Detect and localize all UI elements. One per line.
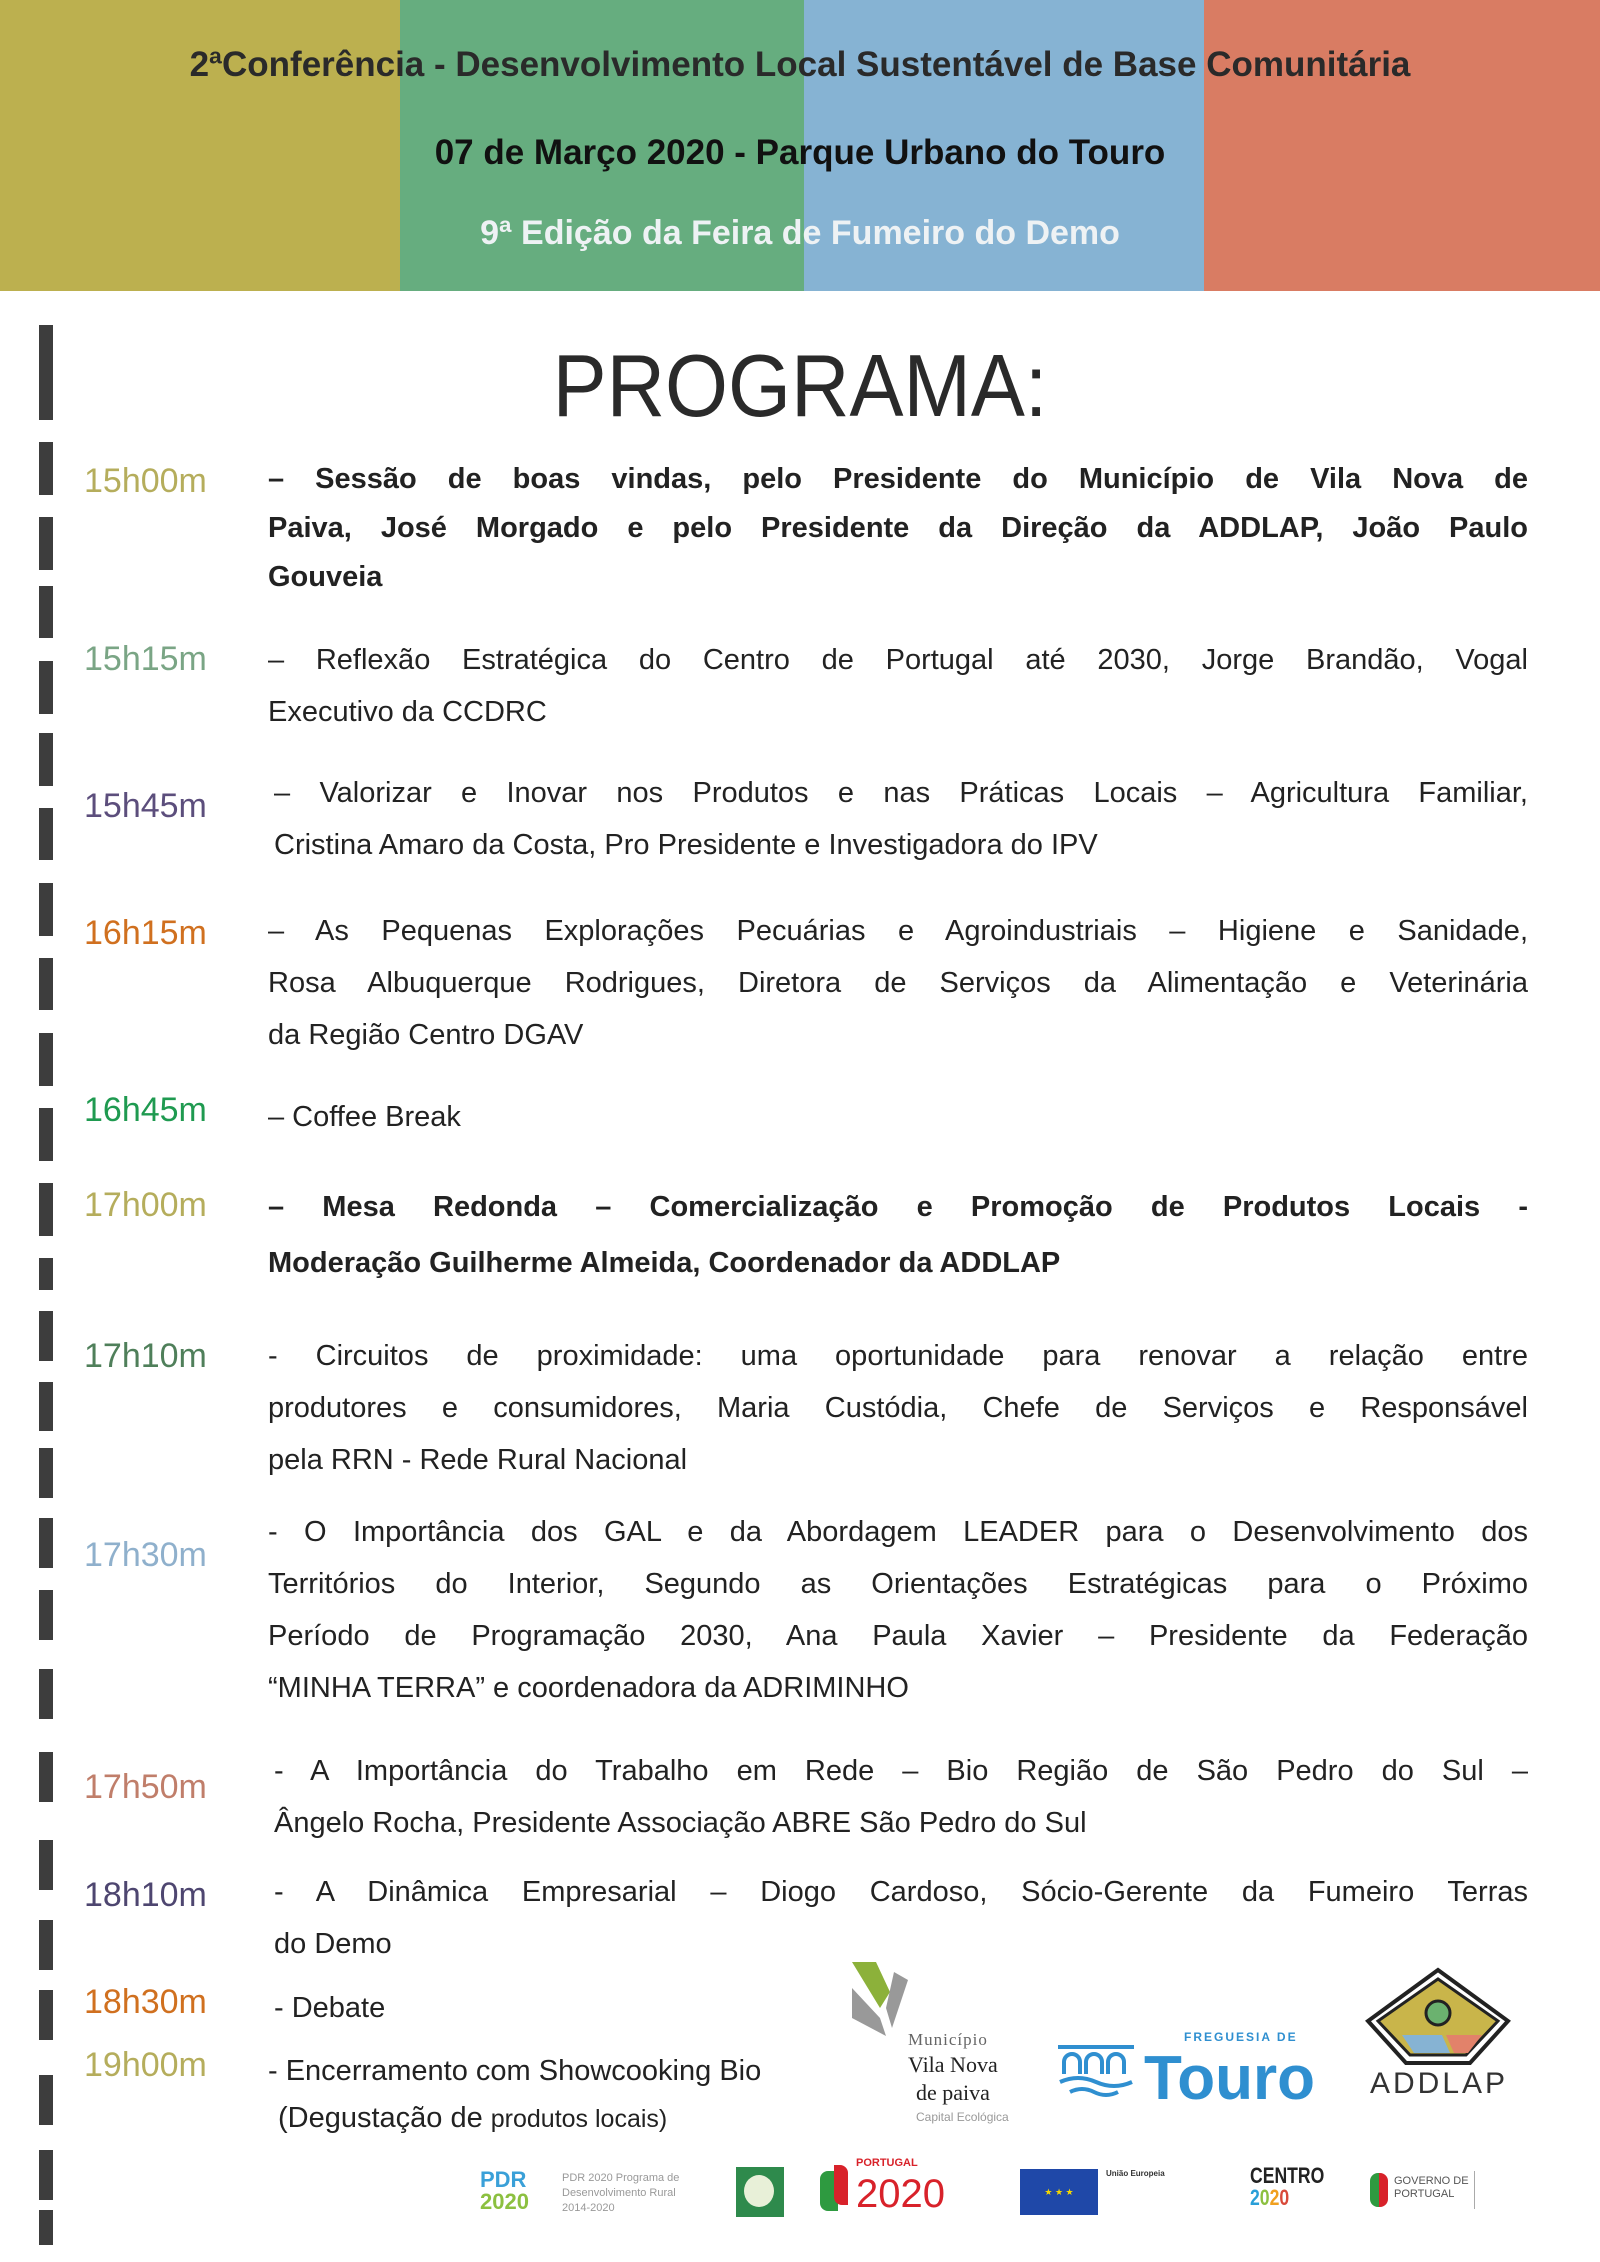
description-line: “MINHA TERRA” e coordenadora da ADRIMINHO (268, 1672, 909, 1704)
time-label: 15h00m (84, 462, 207, 500)
freguesia-de-text: FREGUESIA DE (1184, 2030, 1298, 2044)
margin-dash-bar (39, 1183, 53, 1236)
margin-dash-bar (39, 1258, 53, 1290)
time-label: 19h00m (84, 2046, 207, 2084)
margin-dash-bar (39, 1920, 53, 1970)
program-item-description (268, 455, 1528, 602)
description-line: Rosa Albuquerque Rodrigues, Diretora de Serviços da Alimentação e Veterinária (268, 967, 1528, 999)
addlap-text: ADDLAP (1370, 2067, 1509, 2100)
margin-dash-bar (39, 1033, 53, 1086)
margin-dash-bar (39, 883, 53, 936)
time-label: 15h45m (84, 787, 207, 825)
margin-dash-bar (39, 2210, 53, 2245)
centro2020-logo: CENTRO 2020 (1250, 2163, 1325, 2210)
description-line: produtores e consumidores, Maria Custódia, Chefe de Serviços e Responsável (268, 1392, 1528, 1424)
description-line: do Demo (274, 1928, 392, 1960)
time-label: 17h30m (84, 1536, 207, 1574)
funders-logo-row: PDR 2020 PDR 2020 Programa de Desenvolvimento Rural 2014-2020 PORTUGAL 2020 ★ ★ ★ União Europeia CENTRO 2020 GOVERNO DE PORTUGAL (480, 2165, 1580, 2225)
time-label: 17h00m (84, 1186, 207, 1224)
description-line: – Valorizar e Inovar nos Produtos e nas Práticas Locais – Agricultura Familiar, (274, 777, 1528, 809)
description-line: Moderação Guilherme Almeida, Coordenador da ADDLAP (268, 1247, 1061, 1279)
eu-flag-icon: ★ ★ ★ (1020, 2169, 1098, 2215)
margin-dash-bar (39, 442, 53, 495)
vila-nova-text: Vila Nova (908, 2052, 998, 2077)
local-products-text: produtos locais) (490, 2105, 668, 2133)
program-item-description (268, 634, 1528, 738)
margin-dash-bar (39, 1752, 53, 1802)
municipio-text: Município (908, 2030, 988, 2049)
margin-dash-bar (39, 1990, 53, 2040)
programa-heading: PROGRAMA: (552, 336, 1048, 435)
margin-dash-bar (39, 958, 53, 1010)
margin-dash-bar (39, 808, 53, 860)
description-line: Gouveia (268, 561, 383, 593)
margin-dash-bar (39, 1669, 53, 1719)
program-item-description (268, 1330, 1528, 1486)
description-line: – Coffee Break (268, 1101, 461, 1133)
margin-dash-bar (39, 517, 53, 570)
pdr-text: PDR 2020 Programa de Desenvolvimento Rural 2014-2020 (562, 2172, 680, 2214)
addlap-emblem-icon (1362, 1967, 1514, 2067)
description-line: - A Dinâmica Empresarial – Diogo Cardoso, Sócio-Gerente da Fumeiro Terras (274, 1876, 1528, 1908)
time-label: 18h30m (84, 1983, 207, 2021)
eu-text: União Europeia (1106, 2169, 1165, 2178)
description-line: Ângelo Rocha, Presidente Associação ABRE São Pedro do Sul (274, 1807, 1087, 1839)
freguesia-de-touro-logo (1056, 2030, 1346, 2116)
description-line: Paiva, José Morgado e pelo Presidente da Direção da ADDLAP, João Paulo (268, 512, 1528, 544)
time-label: 17h10m (84, 1337, 207, 1375)
touro-text: Touro (1144, 2044, 1316, 2113)
description-line: Territórios do Interior, Segundo as Orientações Estratégicas para o Próximo (268, 1568, 1528, 1600)
program-item-description (274, 1745, 1528, 1849)
program-item-description (268, 1506, 1528, 1714)
description-line: Executivo da CCDRC (268, 696, 547, 728)
description-line: Cristina Amaro da Costa, Pro Presidente e Investigadora do IPV (274, 829, 1098, 861)
description-line: - Encerramento com Showcooking Bio (268, 2055, 762, 2087)
leaf-icon (850, 1958, 920, 2038)
bridge-icon (1056, 2044, 1136, 2104)
margin-dash-bar (39, 1448, 53, 1498)
time-label: 16h15m (84, 914, 207, 952)
margin-dash-bar (39, 1590, 53, 1640)
program-item-description (274, 767, 1528, 871)
conference-title: 2ªConferência - Desenvolvimento Local Sustentável de Base Comunitária (189, 45, 1411, 84)
description-line: – Mesa Redonda – Comercialização e Promoção de Produtos Locais - (268, 1191, 1528, 1223)
margin-dash-bar (39, 1311, 53, 1361)
de-paiva-text: de paiva (916, 2080, 990, 2105)
margin-dash-bar (39, 325, 53, 420)
capital-ecologica-text: Capital Ecológica (916, 2110, 1009, 2124)
description-line: – As Pequenas Explorações Pecuárias e Agroindustriais – Higiene e Sanidade, (268, 915, 1528, 947)
description-line: da Região Centro DGAV (268, 1019, 584, 1051)
program-item-description (274, 1866, 1528, 1970)
description-line: - O Importância dos GAL e da Abordagem LEADER para o Desenvolvimento dos (268, 1516, 1528, 1548)
time-label: 16h45m (84, 1091, 207, 1129)
description-line: - A Importância do Trabalho em Rede – Bio Região de São Pedro do Sul – (274, 1755, 1528, 1787)
margin-dash-bar (39, 1108, 53, 1161)
time-label: 18h10m (84, 1876, 207, 1914)
description-line: - Circuitos de proximidade: uma oportunidade para renovar a relação entre (268, 1340, 1528, 1372)
time-label: 17h50m (84, 1768, 207, 1806)
margin-dash-bar (39, 1840, 53, 1890)
tasting-text: (Degustação de (278, 2102, 483, 2134)
margin-dash-bar (39, 1382, 53, 1431)
description-line (278, 2097, 828, 2140)
program-item-description (268, 1091, 1528, 1143)
margin-dash-bar (39, 2150, 53, 2200)
margin-dash-bar (39, 2075, 53, 2125)
description-line: Período de Programação 2030, Ana Paula Xavier – Presidente da Federação (268, 1620, 1528, 1652)
description-line: - Debate (274, 1992, 386, 2024)
municipio-vila-nova-de-paiva-logo (850, 1958, 1025, 2133)
margin-dash-bar (39, 1518, 53, 1568)
program-item-description (268, 2045, 828, 2140)
margin-dash-bar (39, 586, 53, 638)
addlap-logo (1362, 1967, 1514, 2112)
description-line: – Reflexão Estratégica do Centro de Portugal até 2030, Jorge Brandão, Vogal (268, 644, 1528, 676)
margin-dash-bar (39, 733, 53, 786)
date-place: 07 de Março 2020 - Parque Urbano do Touro (434, 133, 1166, 172)
margin-dash-bar (39, 661, 53, 714)
program-item-description (268, 1179, 1528, 1291)
fair-edition: 9ª Edição da Feira de Fumeiro do Demo (480, 214, 1120, 252)
leader-logo (736, 2167, 784, 2217)
description-line: – Sessão de boas vindas, pelo Presidente do Município de Vila Nova de (268, 463, 1528, 495)
time-label: 15h15m (84, 640, 207, 678)
program-item-description (268, 905, 1528, 1061)
description-line: pela RRN - Rede Rural Nacional (268, 1444, 688, 1476)
